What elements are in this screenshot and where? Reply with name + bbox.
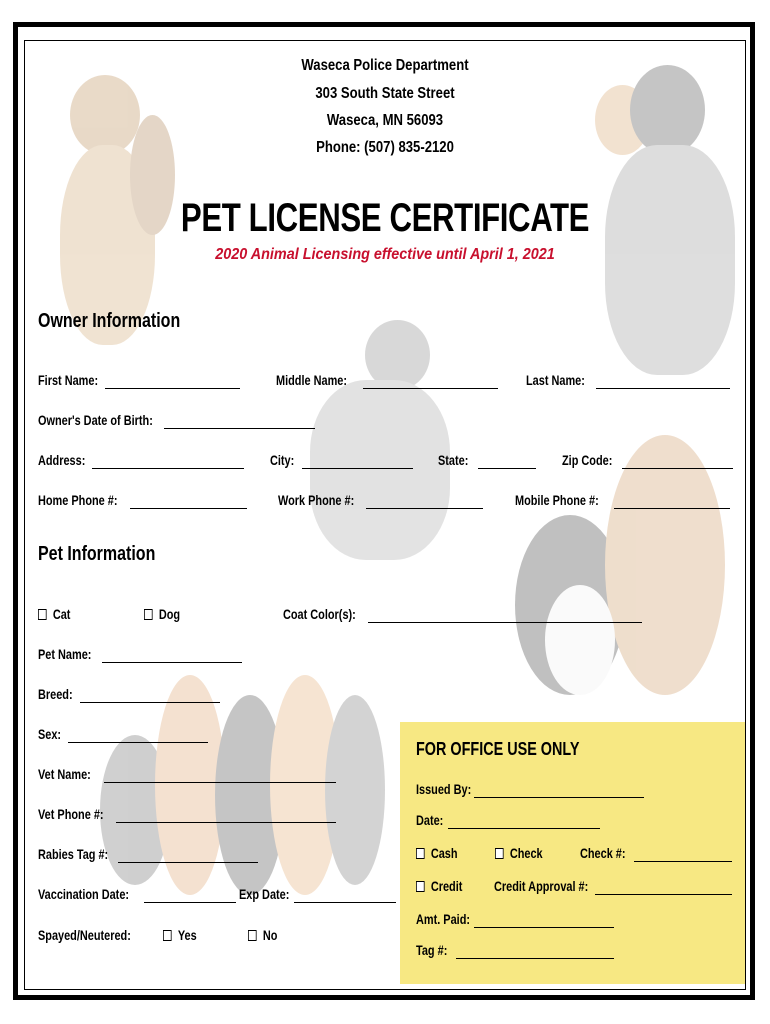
page-subtitle: 2020 Animal Licensing effective until April 1, 2021 (215, 246, 555, 263)
puppies-photo (505, 435, 740, 725)
first-name-field[interactable] (105, 388, 240, 389)
header-department: Waseca Police Department (301, 57, 469, 74)
exp-date-label: Exp Date: (239, 886, 290, 902)
page-title: PET LICENSE CERTIFICATE (180, 196, 590, 240)
cat-checkbox[interactable] (38, 609, 47, 620)
kitten-row-photo (100, 675, 390, 915)
office-heading: FOR OFFICE USE ONLY (416, 739, 580, 759)
check-checkbox[interactable] (495, 848, 504, 859)
state-label: State: (438, 452, 469, 468)
cat-option[interactable] (38, 606, 70, 622)
coat-color-field[interactable] (368, 622, 642, 623)
office-use-box (400, 722, 745, 984)
spayed-yes-label: Yes (177, 927, 197, 943)
exp-date-field[interactable] (294, 902, 396, 903)
header-city: Waseca, MN 56093 (326, 112, 444, 129)
dog-label: Dog (158, 606, 181, 622)
breed-label: Breed: (38, 686, 73, 702)
city-field[interactable] (302, 468, 413, 469)
amount-paid-label: Amt. Paid: (416, 911, 471, 927)
check-option[interactable] (495, 845, 543, 861)
spayed-no-option[interactable] (248, 927, 277, 943)
spayed-yes-option[interactable] (163, 927, 197, 943)
check-number-field[interactable] (634, 861, 732, 862)
state-field[interactable] (478, 468, 536, 469)
zip-field[interactable] (622, 468, 733, 469)
dog-checkbox[interactable] (144, 609, 153, 620)
credit-approval-label: Credit Approval #: (494, 878, 589, 894)
home-phone-label: Home Phone #: (38, 492, 118, 508)
breed-field[interactable] (80, 702, 220, 703)
spayed-neutered-label: Spayed/Neutered: (38, 927, 131, 943)
address-field[interactable] (92, 468, 244, 469)
header-phone: Phone: (507) 835-2120 (316, 139, 454, 156)
vaccination-date-label: Vaccination Date: (38, 886, 130, 902)
vet-phone-label: Vet Phone #: (38, 806, 104, 822)
spayed-no-label: No (262, 927, 278, 943)
last-name-label: Last Name: (526, 372, 585, 388)
amount-paid-field[interactable] (474, 927, 614, 928)
check-label: Check (509, 845, 543, 861)
dog-option[interactable] (144, 606, 180, 622)
middle-name-field[interactable] (363, 388, 498, 389)
rabies-tag-label: Rabies Tag #: (38, 846, 109, 862)
office-date-label: Date: (416, 812, 444, 828)
first-name-label: First Name: (38, 372, 99, 388)
cash-option[interactable] (416, 845, 458, 861)
tag-number-label: Tag #: (416, 942, 448, 958)
last-name-field[interactable] (596, 388, 730, 389)
home-phone-field[interactable] (130, 508, 247, 509)
middle-name-label: Middle Name: (276, 372, 347, 388)
spayed-yes-checkbox[interactable] (163, 930, 172, 941)
pet-section-heading: Pet Information (38, 543, 156, 565)
cat-label: Cat (52, 606, 71, 622)
coat-color-label: Coat Color(s): (283, 606, 356, 622)
zip-label: Zip Code: (562, 452, 613, 468)
rabies-tag-field[interactable] (118, 862, 258, 863)
sex-label: Sex: (38, 726, 62, 742)
mobile-phone-field[interactable] (614, 508, 730, 509)
issued-by-field[interactable] (474, 797, 644, 798)
credit-checkbox[interactable] (416, 881, 425, 892)
issued-by-label: Issued By: (416, 781, 472, 797)
work-phone-field[interactable] (366, 508, 483, 509)
credit-option[interactable] (416, 878, 462, 894)
check-number-label: Check #: (580, 845, 626, 861)
vaccination-date-field[interactable] (144, 902, 236, 903)
sex-field[interactable] (68, 742, 208, 743)
work-phone-label: Work Phone #: (278, 492, 355, 508)
vet-phone-field[interactable] (116, 822, 336, 823)
gray-kitten-photo (280, 320, 460, 580)
cash-label: Cash (430, 845, 458, 861)
owner-section-heading: Owner Information (38, 310, 181, 332)
dob-label: Owner's Date of Birth: (38, 412, 153, 428)
dob-field[interactable] (164, 428, 315, 429)
pet-name-label: Pet Name: (38, 646, 92, 662)
header-street: 303 South State Street (315, 85, 455, 102)
credit-label: Credit (430, 878, 463, 894)
cash-checkbox[interactable] (416, 848, 425, 859)
credit-approval-field[interactable] (595, 894, 732, 895)
pet-name-field[interactable] (102, 662, 242, 663)
spayed-no-checkbox[interactable] (248, 930, 257, 941)
city-label: City: (270, 452, 295, 468)
address-label: Address: (38, 452, 86, 468)
mobile-phone-label: Mobile Phone #: (515, 492, 599, 508)
office-date-field[interactable] (448, 828, 600, 829)
tag-number-field[interactable] (456, 958, 614, 959)
vet-name-field[interactable] (104, 782, 336, 783)
vet-name-label: Vet Name: (38, 766, 91, 782)
